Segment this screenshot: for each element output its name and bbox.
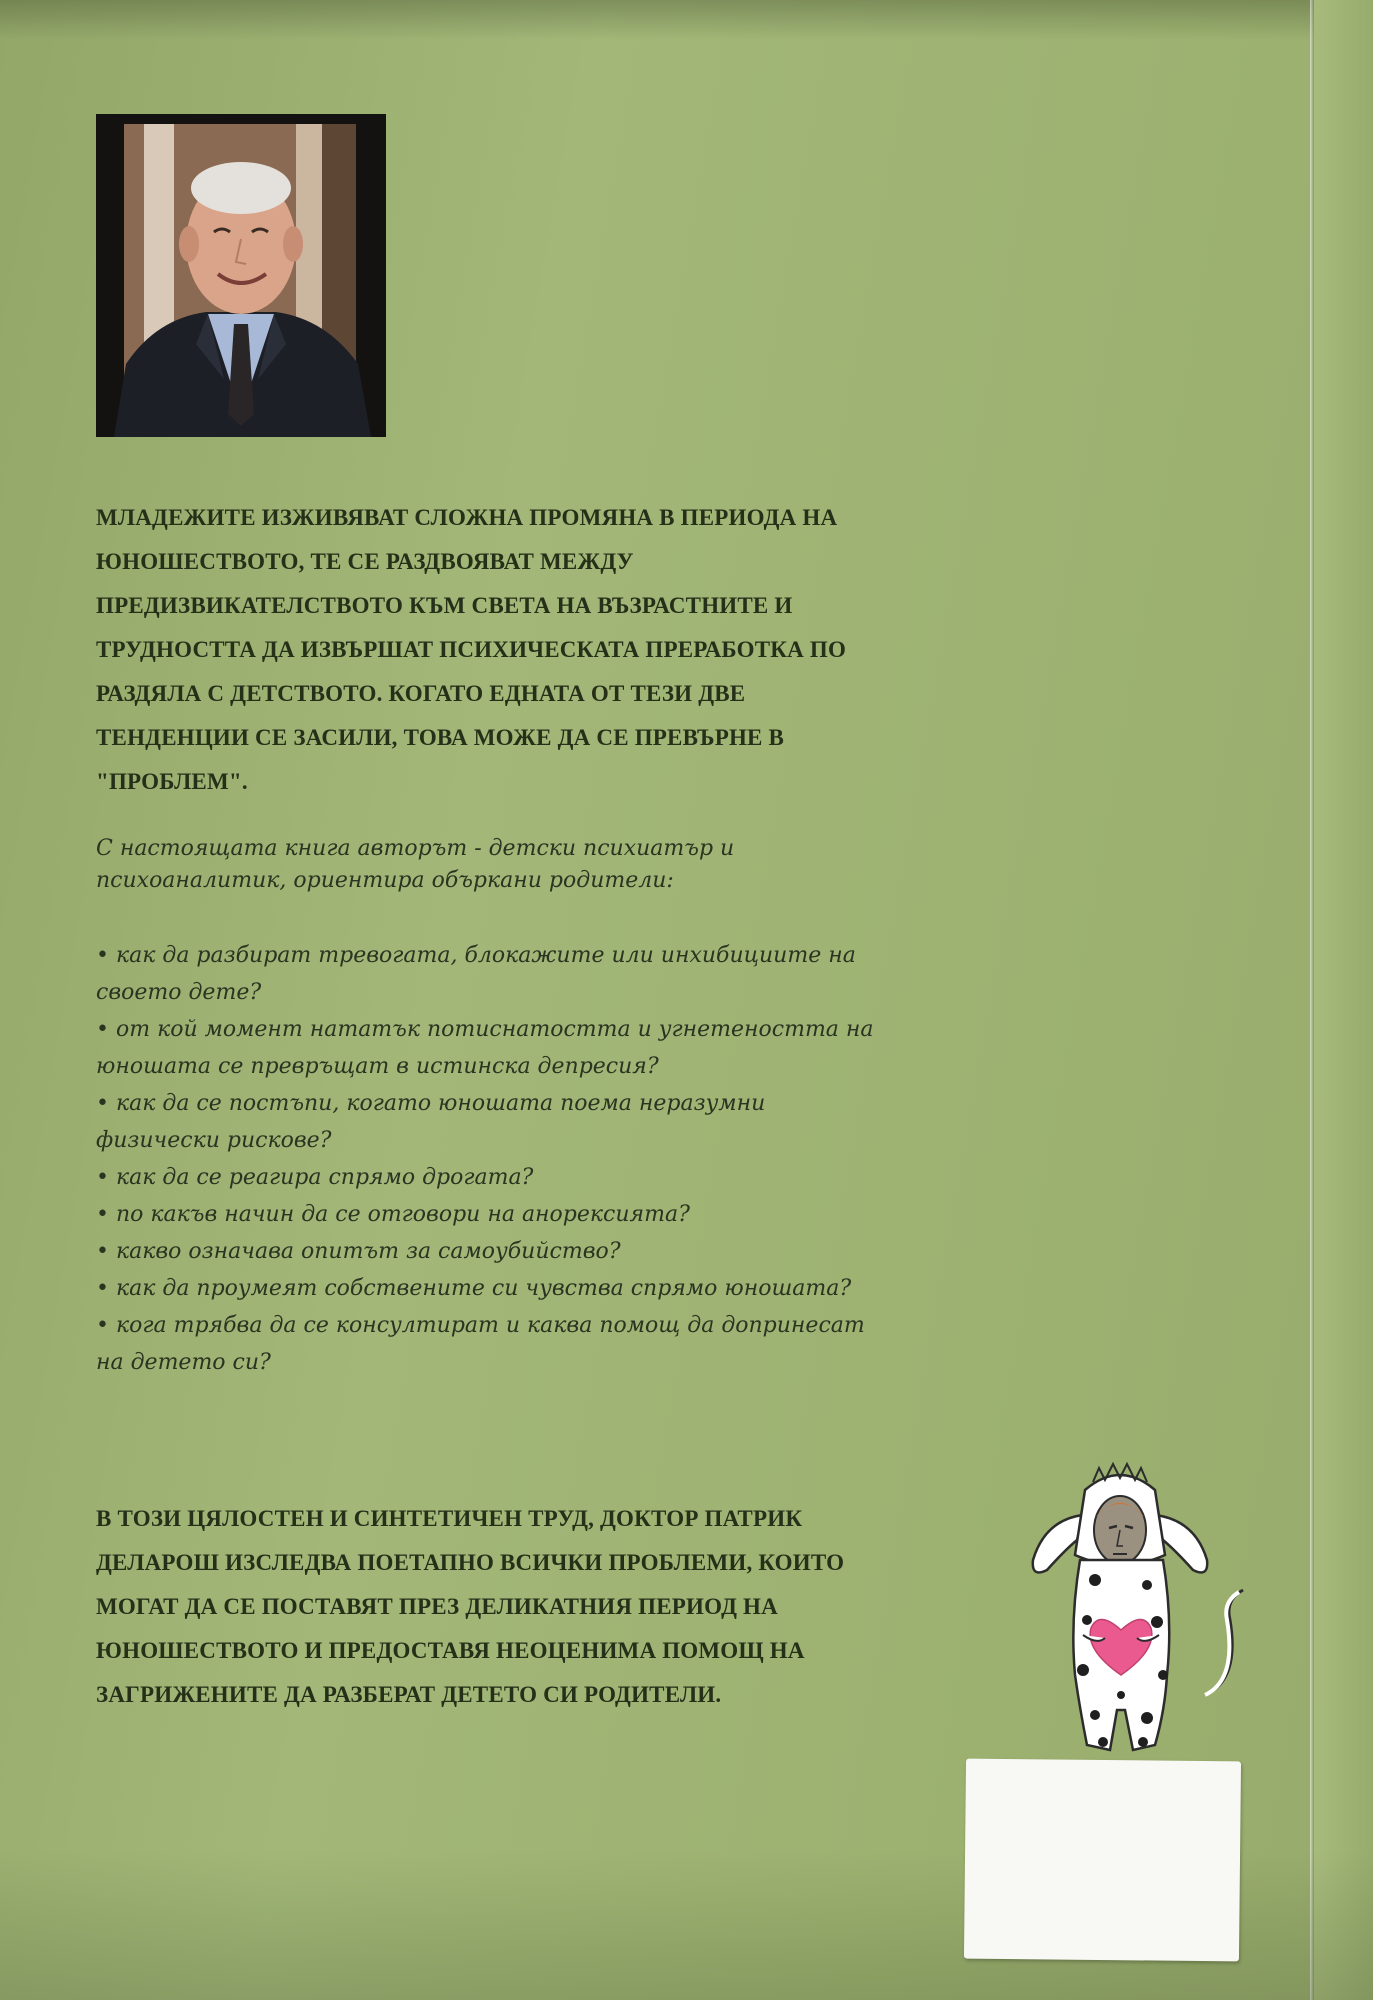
- question-item: • по какъв начин да се отговори на анорексията?: [96, 1196, 876, 1233]
- author-photo: [96, 114, 386, 437]
- blank-price-sticker: [964, 1759, 1241, 1962]
- question-item: • как да проумеят собствените си чувства спрямо юношата?: [96, 1270, 876, 1307]
- question-item: • как да се реагира спрямо дрогата?: [96, 1159, 876, 1196]
- top-edge-shadow: [0, 0, 1373, 40]
- question-item: • какво означава опитът за самоубийство?: [96, 1233, 876, 1270]
- question-list: [96, 937, 876, 1381]
- headline-text: МЛАДЕЖИТЕ ИЗЖИВЯВАТ СЛОЖНА ПРОМЯНА В ПЕРИОДА НА ЮНОШЕСТВОТО, ТЕ СЕ РАЗДВОЯВАТ МЕЖДУ ПРЕДИЗВИКАТЕЛСТВОТО КЪМ СВЕТА НА ВЪЗРАСТНИТЕ И ТРУДНОСТТА ДА ИЗВЪРШАТ ПСИХИЧЕСКАТА ПРЕРАБОТКА ПО РАЗДЯЛА С ДЕТСТВОТО. КОГАТО ЕДНАТА ОТ ТЕЗИ ДВЕ ТЕНДЕНЦИИ СЕ ЗАСИЛИ, ТОВА МОЖЕ ДА СЕ ПРЕВЪРНЕ В "ПРОБЛЕМ".: [96, 505, 847, 794]
- closing-text: В ТОЗИ ЦЯЛОСТЕН И СИНТЕТИЧЕН ТРУД, ДОКТОР ПАТРИК ДЕЛАРОШ ИЗСЛЕДВА ПОЕТАПНО ВСИЧКИ ПРОБЛЕМИ, КОИТО МОГАТ ДА СЕ ПОСТАВЯТ ПРЕЗ ДЕЛИКАТНИЯ ПЕРИОД НА ЮНОШЕСТВОТО И ПРЕДОСТАВЯ НЕОЦЕНИМА ПОМОЩ НА ЗАГРИЖЕНИТЕ ДА РАЗБЕРАТ ДЕТЕТО СИ РОДИТЕЛИ.: [96, 1506, 845, 1707]
- author-portrait-icon: [96, 114, 386, 437]
- question-item: • кога трябва да се консултират и каква помощ да допринесат на детето си?: [96, 1307, 876, 1381]
- question-item: • от кой момент нататък потиснатостта и угнетеността на юношата се превръщат в истинска депресия?: [96, 1011, 876, 1085]
- illustration: [1025, 1460, 1255, 1770]
- dalmatian-costume-figure-icon: [1025, 1460, 1255, 1770]
- question-item: • как да разбират тревогата, блокажите или инхибициите на своето дете?: [96, 937, 876, 1011]
- spine-edge: [1314, 0, 1373, 2000]
- question-item: • как да се постъпи, когато юношата поема неразумни физически рискове?: [96, 1085, 876, 1159]
- intro-text: С настоящата книга авторът - детски психиатър и психоаналитик, ориентира объркани родители:: [96, 836, 735, 893]
